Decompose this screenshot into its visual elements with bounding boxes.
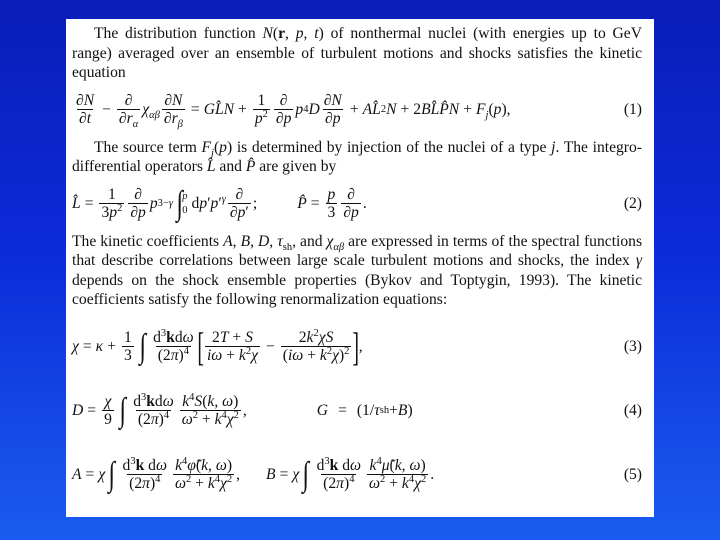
equation-1: $\frac{\partial N}{\partial t}$ − $\frac{\partial}{\partial r_\alpha}$ $\chi_{\alpha\beta}$ $\frac{\partial N}{\partial r_\beta}$ = G L̂N + $\frac{1}{p^2}$ $\frac{\partial}{\partial p}$ p 4 D $\frac{\partial N}{\partial p}$ + AL̂ 2 N + 2 BL̂P̂N + $F_j$ ( p ), (1) [76, 92, 642, 131]
equation-3-number: (3) [623, 337, 642, 355]
equation-4: D = $\frac{\chi}{9}$ ∫ $\frac{d^3kd\omega}{(2\pi)^4}$ $\frac{k^4S(k, \omega)}{\omega^2 + k^4\chi^2}$ , G = (1/ τ sh + B ) (4) [72, 391, 642, 429]
equation-2-number: (2) [623, 194, 642, 212]
equation-5-number: (5) [623, 465, 642, 483]
equation-1-number: (1) [623, 100, 642, 118]
paragraph-source-term: The source term $F_j(p)$ is determined by injection of the nuclei of a type j. The integro-differential operators L̂ and P̂ are given by [72, 138, 642, 175]
equation-4-number: (4) [623, 401, 642, 419]
equation-5: A = χ ∫ $\frac{d^3k d\omega}{(2\pi)^4}$ $\frac{k^4\varphĩ(k, \omega)}{\omega^2 + k^4\chi^2}$ , B = χ ∫ $\frac{d^3k d\omega}{(2\pi)^4}$ $\frac{k^4\mũ(k, \omega)}{\omega^2 + k^4\chi^2}$ . (5) [72, 455, 642, 493]
equation-3: χ = κ + $\frac{1}{3}$ ∫ $\frac{d^3kd\omega}{(2\pi)^4}$ [ $\frac{2T + S}{i\omega + k^2\chi}$ − $\frac{2k^2\chi S}{(i\omega + k^2\chi)^2}$ ] , (3) [72, 323, 642, 369]
paper-page [66, 19, 654, 517]
paragraph-kinetic-coefficients: The kinetic coefficients A, B, D, $\tau_{sh}$, and $\chi_{\alpha\beta}$ are expressed in terms of the spectral functions that describe correlations between large scale turbulent motions and shocks, the index γ depends on the shock ensemble properties (Bykov and Toptygin, 1993). The kinetic coefficients satisfy the following renormalization equations: [72, 232, 643, 308]
equation-2: L̂ = $\frac{1}{3p^2}$ $\frac{\partial}{\partial p}$ p 3−γ ∫ p 0 $dp'p'^\gamma$ $\frac{\partial}{\partial p'}$ ; P̂ = $\frac{p}{3}$ $\frac{\partial}{\partial p}$ . (2) [72, 184, 642, 222]
paragraph-distribution-function: The distribution function N(r, p, t) of nonthermal nuclei (with energies up to GeV range) averaged over an ensemble of turbulent motions and shocks satisfies the kinetic equation [72, 25, 642, 81]
